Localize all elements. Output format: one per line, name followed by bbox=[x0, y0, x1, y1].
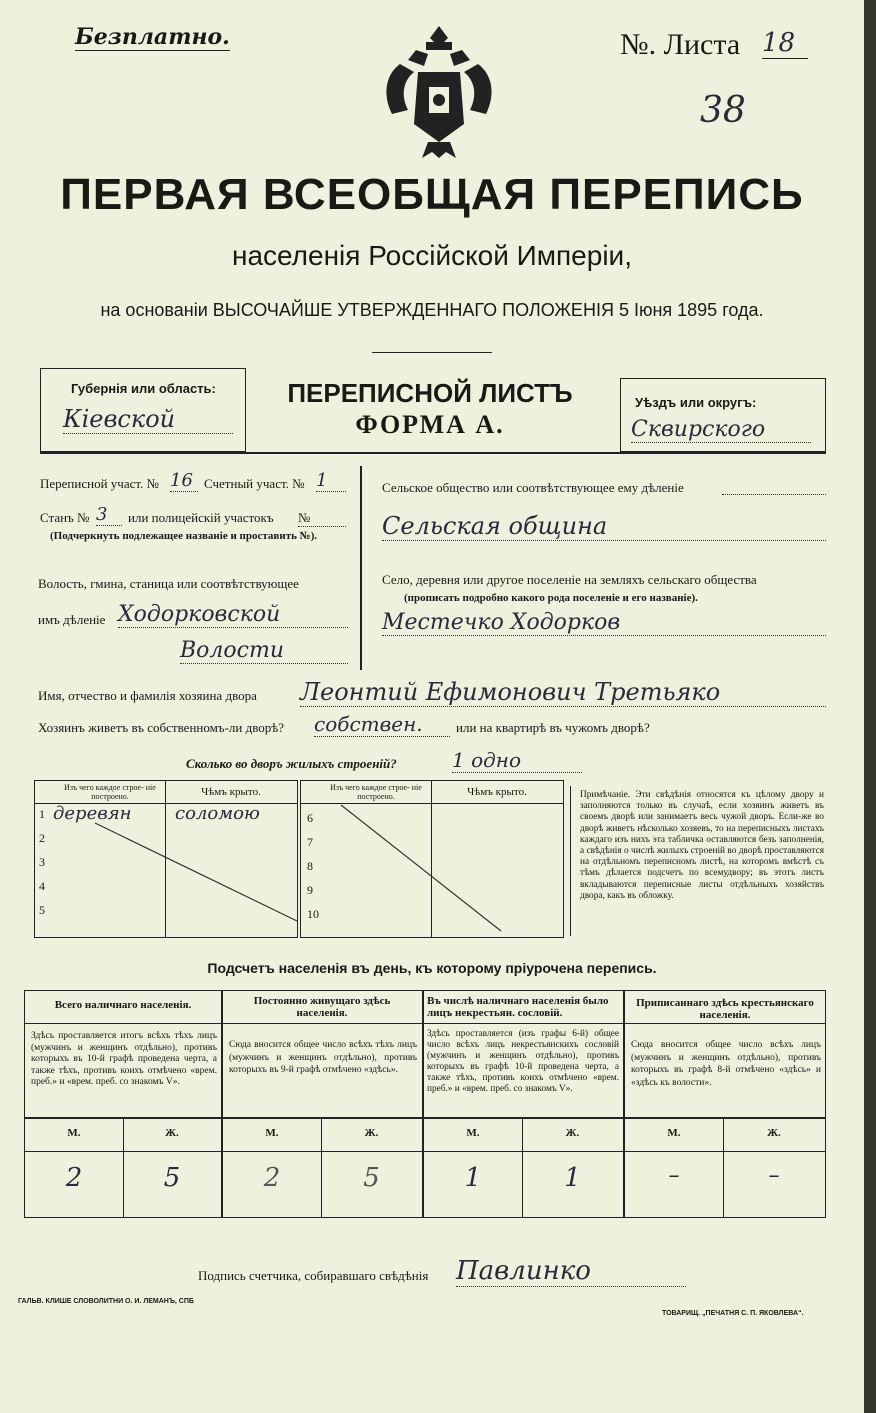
section-header: Всего наличнаго населенія. bbox=[54, 999, 192, 1011]
roof-header: Чѣмъ крыто. bbox=[201, 786, 261, 798]
male-label: М. bbox=[265, 1127, 279, 1139]
volost-label-2: имъ дѣленіе bbox=[38, 612, 106, 627]
female-count: 5 bbox=[163, 1163, 181, 1193]
stan-value: 3 bbox=[96, 504, 122, 526]
page-subtitle: населенія Россійской Имперіи, bbox=[232, 240, 632, 271]
sheet-number-label: №. Листа bbox=[620, 28, 741, 61]
row-number: 4 bbox=[39, 879, 45, 893]
uezd-value: Сквирского bbox=[631, 417, 811, 443]
row-number: 2 bbox=[39, 831, 45, 845]
note-text: Примѣчаніе. Эти свѣдѣнія относятся къ цѣлому двору и заполняются только въ случаѣ, если хозяинъ живетъ въ своемъ дворѣ или занимаетъ весь чужой дворъ. Если-же во дворѣ живетъ нѣсколько хозяевъ, то на переписныхъ листахъ каждаго изъ нихъ эта табличка оставляются безъ заполненія, а свѣдѣнія о числѣ жилыхъ строеній во дворѣ проставляются на отдѣльномъ переписномъ листѣ, на которомъ вмѣстѣ съ тѣмъ дѣлается подсчетъ по всемудвору; въ этотъ листъ вкладываются переписные листы отдѣльныхъ хозяйствъ двора, какъ въ обложку. bbox=[580, 790, 824, 901]
row-number: 6 bbox=[307, 811, 313, 825]
signature-label: Подпись счетчика, собиравшаго свѣдѣнія bbox=[198, 1268, 429, 1283]
male-count: 2 bbox=[65, 1163, 83, 1193]
signature-value: Павлинко bbox=[456, 1256, 686, 1287]
legal-basis: на основаніи ВЫСОЧАЙШЕ УТВЕРЖДЕННАГО ПОЛОЖЕНІЯ 5 Іюня 1895 года. bbox=[100, 300, 764, 320]
form-name: ФОРМА А. bbox=[355, 410, 505, 439]
owner-value: Леонтий Ефимонович Третьяко bbox=[300, 678, 826, 707]
male-count: 2 bbox=[263, 1163, 281, 1193]
population-title: Подсчетъ населенія въ день, къ которому пріурочена перепись. bbox=[207, 960, 657, 976]
row-number: 9 bbox=[307, 883, 313, 897]
buildings-value: 1 одно bbox=[452, 748, 582, 773]
free-label: Безплатно. bbox=[75, 24, 230, 50]
section-header: Постоянно живущаго здѣсь населенія. bbox=[253, 995, 391, 1019]
uezd-box bbox=[620, 378, 826, 452]
volost-value-2: Волости bbox=[180, 638, 348, 664]
volost-value: Ходорковской bbox=[118, 602, 348, 628]
row-number: 8 bbox=[307, 859, 313, 873]
row-number: 10 bbox=[307, 907, 319, 921]
male-label: М. bbox=[466, 1127, 480, 1139]
building-material: деревян bbox=[53, 803, 132, 824]
society-label: Сельское общество или соотвѣтствующее ему дѣленіе bbox=[382, 480, 684, 495]
strike-line-right bbox=[301, 781, 563, 937]
sheet-number-extra: 38 bbox=[700, 90, 746, 131]
header-rule bbox=[40, 452, 826, 454]
row-number: 3 bbox=[39, 855, 45, 869]
sheet-number-value: 18 bbox=[762, 28, 808, 59]
province-box bbox=[40, 368, 246, 452]
count-district-label: Счетный участ. № bbox=[204, 476, 305, 491]
material-header-right: Изъ чего каждое строе- ніе построено. bbox=[330, 783, 422, 801]
stan-note: (Подчеркнуть подлежащее названіе и проставить №). bbox=[50, 530, 318, 542]
lives-value: собствен. bbox=[314, 712, 450, 737]
male-count: 1 bbox=[464, 1163, 482, 1193]
row-number: 1 bbox=[39, 807, 45, 821]
female-label: Ж. bbox=[565, 1127, 580, 1139]
lives-label: Хозяинъ живетъ въ собственномъ-ли дворѣ? bbox=[38, 720, 285, 735]
village-value: Местечко Ходорков bbox=[382, 610, 826, 636]
female-count: 5 bbox=[363, 1163, 380, 1193]
footer-left: ГАЛЬВ. КЛИШЕ СЛОВОЛИТНИ О. И. ЛЕМАНЪ, СПБ bbox=[18, 1298, 194, 1305]
female-label: Ж. bbox=[767, 1127, 781, 1139]
section-desc: Сюда вносится общее число всѣхъ тѣхъ лицъ (мужчинъ и женщинъ отдѣльно), противъ которыхъ въ 9-й графѣ отмѣчено «здѣсь». bbox=[229, 1040, 417, 1075]
section-desc: Здѣсь проставляется (изъ графы 6-й) общее число всѣхъ лицъ некрестьянскихъ сословій (мужчинъ и женщинъ отдѣльно), противъ которыхъ въ графѣ 10-й проведена черта, а также тѣхъ, противъ коихъ отмѣчено «врем. преб.» и «врем. преб. со знакомъ V». bbox=[427, 1029, 619, 1094]
male-count: – bbox=[668, 1163, 680, 1188]
buildings-table-left bbox=[34, 780, 298, 938]
buildings-label: Сколько во дворъ жилыхъ строеній? bbox=[186, 756, 397, 771]
buildings-table-right bbox=[300, 780, 564, 938]
divider-ornament bbox=[372, 352, 492, 353]
column-divider bbox=[360, 466, 362, 670]
village-label: Село, деревня или другое поселеніе на земляхъ сельскаго общества bbox=[382, 572, 757, 587]
census-district-label: Переписной участ. № bbox=[40, 476, 159, 491]
page-edge bbox=[864, 0, 876, 1413]
society-value: Сельская община bbox=[382, 512, 826, 541]
double-headed-eagle-icon bbox=[378, 24, 500, 160]
province-label: Губернія или область: bbox=[71, 381, 216, 396]
province-value: Кіевской bbox=[63, 405, 233, 434]
male-label: М. bbox=[67, 1127, 81, 1139]
page-title: ПЕРВАЯ ВСЕОБЩАЯ ПЕРЕПИСЬ bbox=[60, 170, 804, 219]
owner-label: Имя, отчество и фамилія хозяина двора bbox=[38, 688, 257, 703]
stan-label: Станъ № bbox=[40, 510, 90, 525]
footer-right: ТОВАРИЩ. „ПЕЧАТНЯ С. П. ЯКОВЛЕВА“. bbox=[662, 1310, 804, 1317]
society-line bbox=[722, 494, 826, 495]
census-district-value: 16 bbox=[170, 470, 198, 492]
population-table bbox=[24, 990, 826, 1218]
uezd-label: Уѣздъ или округъ: bbox=[635, 395, 757, 410]
count-district-value: 1 bbox=[316, 470, 346, 492]
material-header: Изъ чего каждое строе- ніе построено. bbox=[64, 783, 156, 801]
female-label: Ж. bbox=[364, 1127, 379, 1139]
roof-header-right: Чѣмъ крыто. bbox=[467, 786, 527, 798]
row-number: 5 bbox=[39, 903, 45, 917]
row-number: 7 bbox=[307, 835, 313, 849]
stan-mid: или полицейскій участокъ bbox=[128, 510, 274, 525]
form-title: ПЕРЕПИСНОЙ ЛИСТЪ bbox=[287, 378, 573, 408]
building-roof: соломою bbox=[175, 803, 260, 824]
strike-line bbox=[35, 781, 297, 937]
male-label: М. bbox=[667, 1127, 681, 1139]
female-label: Ж. bbox=[165, 1127, 179, 1139]
section-header: Приписаннаго здѣсь крестьянскаго населенія. bbox=[636, 997, 814, 1021]
section-desc: Здѣсь проставляется итогъ всѣхъ тѣхъ лицъ (мужчинъ и женщинъ отдѣльно), противъ которыхъ въ 10-й графѣ проведена черта, а также тѣхъ, противъ коихъ отмѣчено «врем. преб.» и «врем. преб. со знакомъ V». bbox=[31, 1031, 217, 1087]
section-header: Въ числѣ наличнаго населенія было лицъ некрестьян. сословій. bbox=[427, 995, 609, 1019]
female-count: 1 bbox=[564, 1163, 581, 1193]
stan-number: № bbox=[298, 510, 346, 527]
section-desc: Сюда вносится общее число всѣхъ лицъ (мужчинъ и женщинъ отдѣльно), противъ которыхъ въ графѣ 8-й отмѣчено «здѣсь» и «здѣсь къ волости». bbox=[631, 1040, 821, 1088]
village-note: (прописать подробно какого рода поселеніе и его названіе). bbox=[404, 592, 698, 604]
lives-mid: или на квартирѣ въ чужомъ дворѣ? bbox=[456, 720, 650, 735]
female-count: – bbox=[768, 1163, 780, 1188]
volost-label: Волость, гмина, станица или соотвѣтствующее bbox=[38, 576, 299, 591]
